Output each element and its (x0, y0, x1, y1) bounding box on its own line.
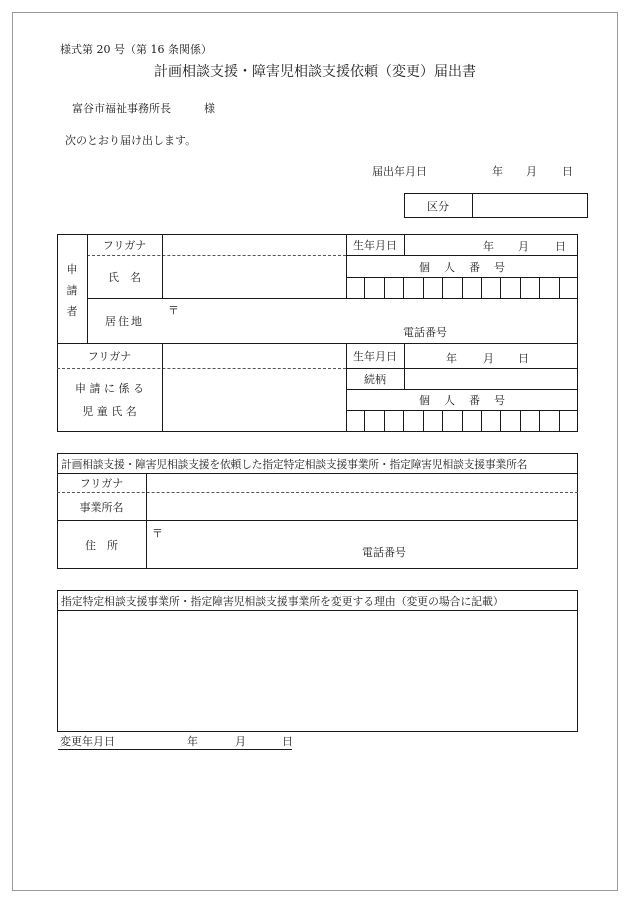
reason-field[interactable] (58, 611, 577, 731)
change-date-year: 年 (187, 735, 198, 748)
applicant-furigana-field[interactable] (163, 235, 346, 255)
applicant-birth-day: 日 (555, 240, 566, 253)
applicant-birth-year: 年 (483, 240, 494, 253)
applicant-side-label-1: 申 (66, 263, 78, 276)
office-postal-mark: 〒 (152, 527, 163, 540)
child-birth-year: 年 (446, 352, 457, 365)
office-name-label: 事業所名 (79, 500, 124, 514)
digit-box[interactable] (384, 278, 403, 298)
digit-box[interactable] (423, 411, 442, 432)
filing-month-label: 月 (526, 165, 537, 178)
applicant-personal-number-boxes[interactable] (346, 278, 578, 298)
digit-box[interactable] (500, 411, 519, 432)
change-date-label: 変更年月日 (60, 735, 115, 748)
child-birth-month: 月 (483, 352, 494, 365)
applicant-postal-mark: 〒 (168, 304, 179, 317)
digit-box[interactable] (462, 411, 481, 432)
office-furigana-label: フリガナ (79, 477, 124, 490)
child-relation-label: 続柄 (364, 373, 386, 386)
filing-day-label: 日 (562, 165, 573, 178)
office-address-label: 住 所 (85, 539, 118, 552)
addressee-honorific: 様 (204, 102, 215, 115)
digit-box[interactable] (500, 278, 519, 298)
child-furigana-label: フリガナ (87, 350, 132, 363)
child-name-label-line1: 申 請 に 係 る (75, 382, 144, 395)
change-date-field[interactable] (120, 733, 292, 749)
child-relation-field[interactable] (405, 369, 578, 389)
digit-box[interactable] (481, 278, 500, 298)
office-phone-label: 電話番号 (362, 546, 406, 559)
digit-box[interactable] (403, 278, 422, 298)
applicant-address-label: 居住地 (105, 315, 144, 328)
digit-box[interactable] (384, 411, 403, 432)
digit-box[interactable] (442, 411, 461, 432)
child-personal-number-label: 個人番号 (419, 394, 519, 407)
child-furigana-field[interactable] (163, 344, 346, 368)
filing-year-label: 年 (492, 165, 503, 178)
addressee: 富谷市福祉事務所長 (72, 102, 171, 115)
category-label: 区分 (427, 199, 449, 213)
applicant-birth-month: 月 (518, 240, 529, 253)
form-number: 様式第 20 号（第 16 条関係） (60, 43, 212, 56)
child-name-field[interactable] (163, 369, 346, 432)
digit-box[interactable] (462, 278, 481, 298)
applicant-side-label-3: 者 (66, 305, 78, 318)
applicant-furigana-label: フリガナ (102, 238, 147, 252)
applicant-name-label: 氏 名 (108, 271, 141, 284)
office-heading: 計画相談支援・障害児相談支援を依頼した指定特定相談支援事業所・指定障害児相談支援事業所名 (61, 458, 528, 471)
digit-box[interactable] (559, 411, 578, 432)
digit-box[interactable] (364, 278, 383, 298)
office-name-field[interactable] (147, 493, 578, 520)
applicant-phone-label: 電話番号 (403, 326, 447, 339)
digit-box[interactable] (346, 278, 364, 298)
digit-box[interactable] (520, 411, 539, 432)
digit-box[interactable] (520, 278, 539, 298)
change-date-day: 日 (282, 735, 293, 748)
digit-box[interactable] (559, 278, 578, 298)
digit-box[interactable] (403, 411, 422, 432)
digit-box[interactable] (539, 278, 558, 298)
applicant-address-field[interactable] (163, 299, 578, 343)
applicant-side-label-2: 請 (66, 284, 78, 297)
child-personal-number-boxes[interactable] (346, 411, 578, 432)
digit-box[interactable] (423, 278, 442, 298)
digit-box[interactable] (442, 278, 461, 298)
office-address-field[interactable] (147, 521, 578, 569)
child-birth-label: 生年月日 (353, 350, 397, 363)
change-date-underline (58, 749, 292, 750)
digit-box[interactable] (346, 411, 364, 432)
reason-heading: 指定特定相談支援事業所・指定障害児相談支援事業所を変更する理由（変更の場合に記載） (61, 595, 504, 608)
change-date-month: 月 (235, 735, 246, 748)
child-birth-day: 日 (518, 352, 529, 365)
applicant-personal-number-label: 個人番号 (419, 260, 519, 274)
filing-date-label: 届出年月日 (372, 165, 427, 178)
applicant-name-field[interactable] (163, 256, 346, 298)
category-field[interactable] (473, 194, 587, 217)
digit-box[interactable] (539, 411, 558, 432)
office-furigana-field[interactable] (147, 474, 578, 492)
child-name-label-line2: 児 童 氏 名 (82, 405, 137, 418)
digit-box[interactable] (481, 411, 500, 432)
digit-box[interactable] (364, 411, 383, 432)
intro-text: 次のとおり届け出します。 (65, 134, 197, 147)
applicant-birth-label: 生年月日 (353, 238, 397, 252)
form-title: 計画相談支援・障害児相談支援依頼（変更）届出書 (154, 64, 476, 80)
